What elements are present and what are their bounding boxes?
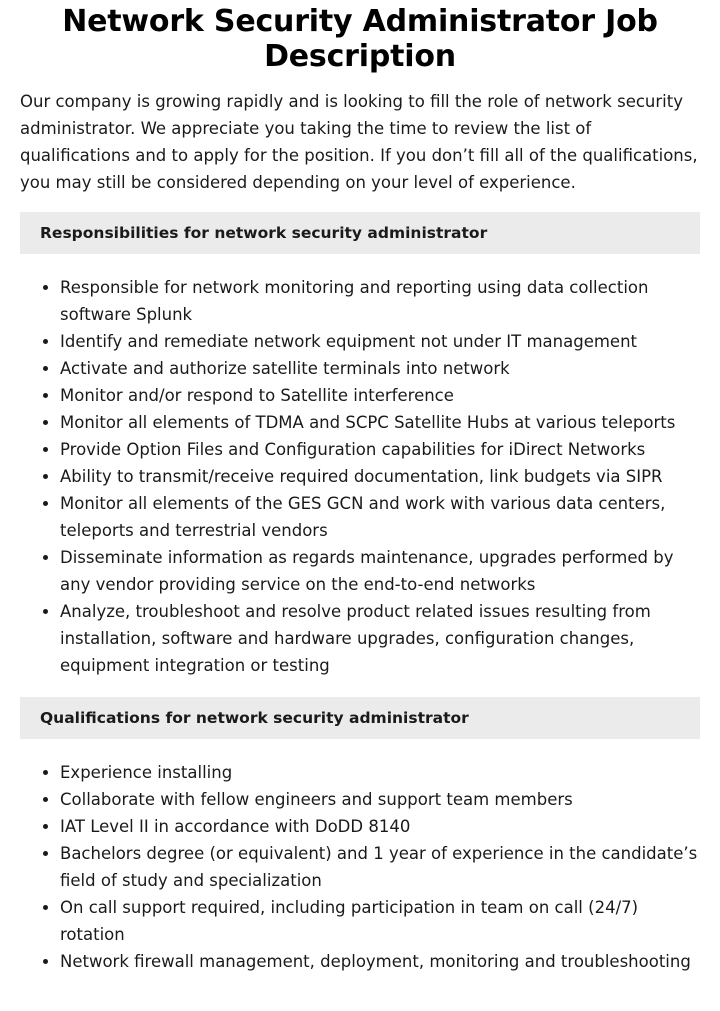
list-item: • Disseminate information as regards maintenance, upgrades performed by any vendor providing service on the end-to-end networks <box>60 544 700 598</box>
list-item: • Provide Option Files and Configuration capabilities for iDirect Networks <box>60 436 700 463</box>
qualifications-section-header <box>20 697 700 739</box>
list-item: • Identify and remediate network equipment not under IT management <box>60 328 700 355</box>
list-item: • Responsible for network monitoring and reporting using data collection software Splunk <box>60 274 700 328</box>
list-item: • On call support required, including participation in team on call (24/7) rotation <box>60 894 700 948</box>
list-item: • Monitor all elements of the GES GCN and work with various data centers, teleports and terrestrial vendors <box>60 490 700 544</box>
list-item: • Network firewall management, deployment, monitoring and troubleshooting <box>60 948 700 975</box>
list-item: • Monitor and/or respond to Satellite interference <box>60 382 700 409</box>
list-item: • Monitor all elements of TDMA and SCPC Satellite Hubs at various teleports <box>60 409 700 436</box>
list-item: • IAT Level II in accordance with DoDD 8140 <box>60 813 700 840</box>
responsibilities-list <box>20 274 700 679</box>
intro-paragraph: Our company is growing rapidly and is looking to fill the role of network security administrator. We appreciate you taking the time to review the list of qualifications and to apply for the position. If you don’t fill all of the qualifications, you may still be considered depending on your level of experience. <box>20 92 698 192</box>
list-item: • Collaborate with fellow engineers and support team members <box>60 786 700 813</box>
qualifications-heading: Qualifications for network security administrator <box>40 709 469 727</box>
responsibilities-section-header <box>20 212 700 254</box>
list-item: • Experience installing <box>60 759 700 786</box>
list-item: • Ability to transmit/receive required documentation, link budgets via SIPR <box>60 463 700 490</box>
list-item: • Analyze, troubleshoot and resolve product related issues resulting from installation, software and hardware upgrades, configuration changes, equipment integration or testing <box>60 598 700 679</box>
page-title: Network Security Administrator Job Description <box>62 4 658 74</box>
qualifications-list <box>20 759 700 975</box>
list-item: • Activate and authorize satellite terminals into network <box>60 355 700 382</box>
list-item: • Bachelors degree (or equivalent) and 1 year of experience in the candidate’s field of study and specialization <box>60 840 700 894</box>
responsibilities-heading: Responsibilities for network security administrator <box>40 224 488 242</box>
